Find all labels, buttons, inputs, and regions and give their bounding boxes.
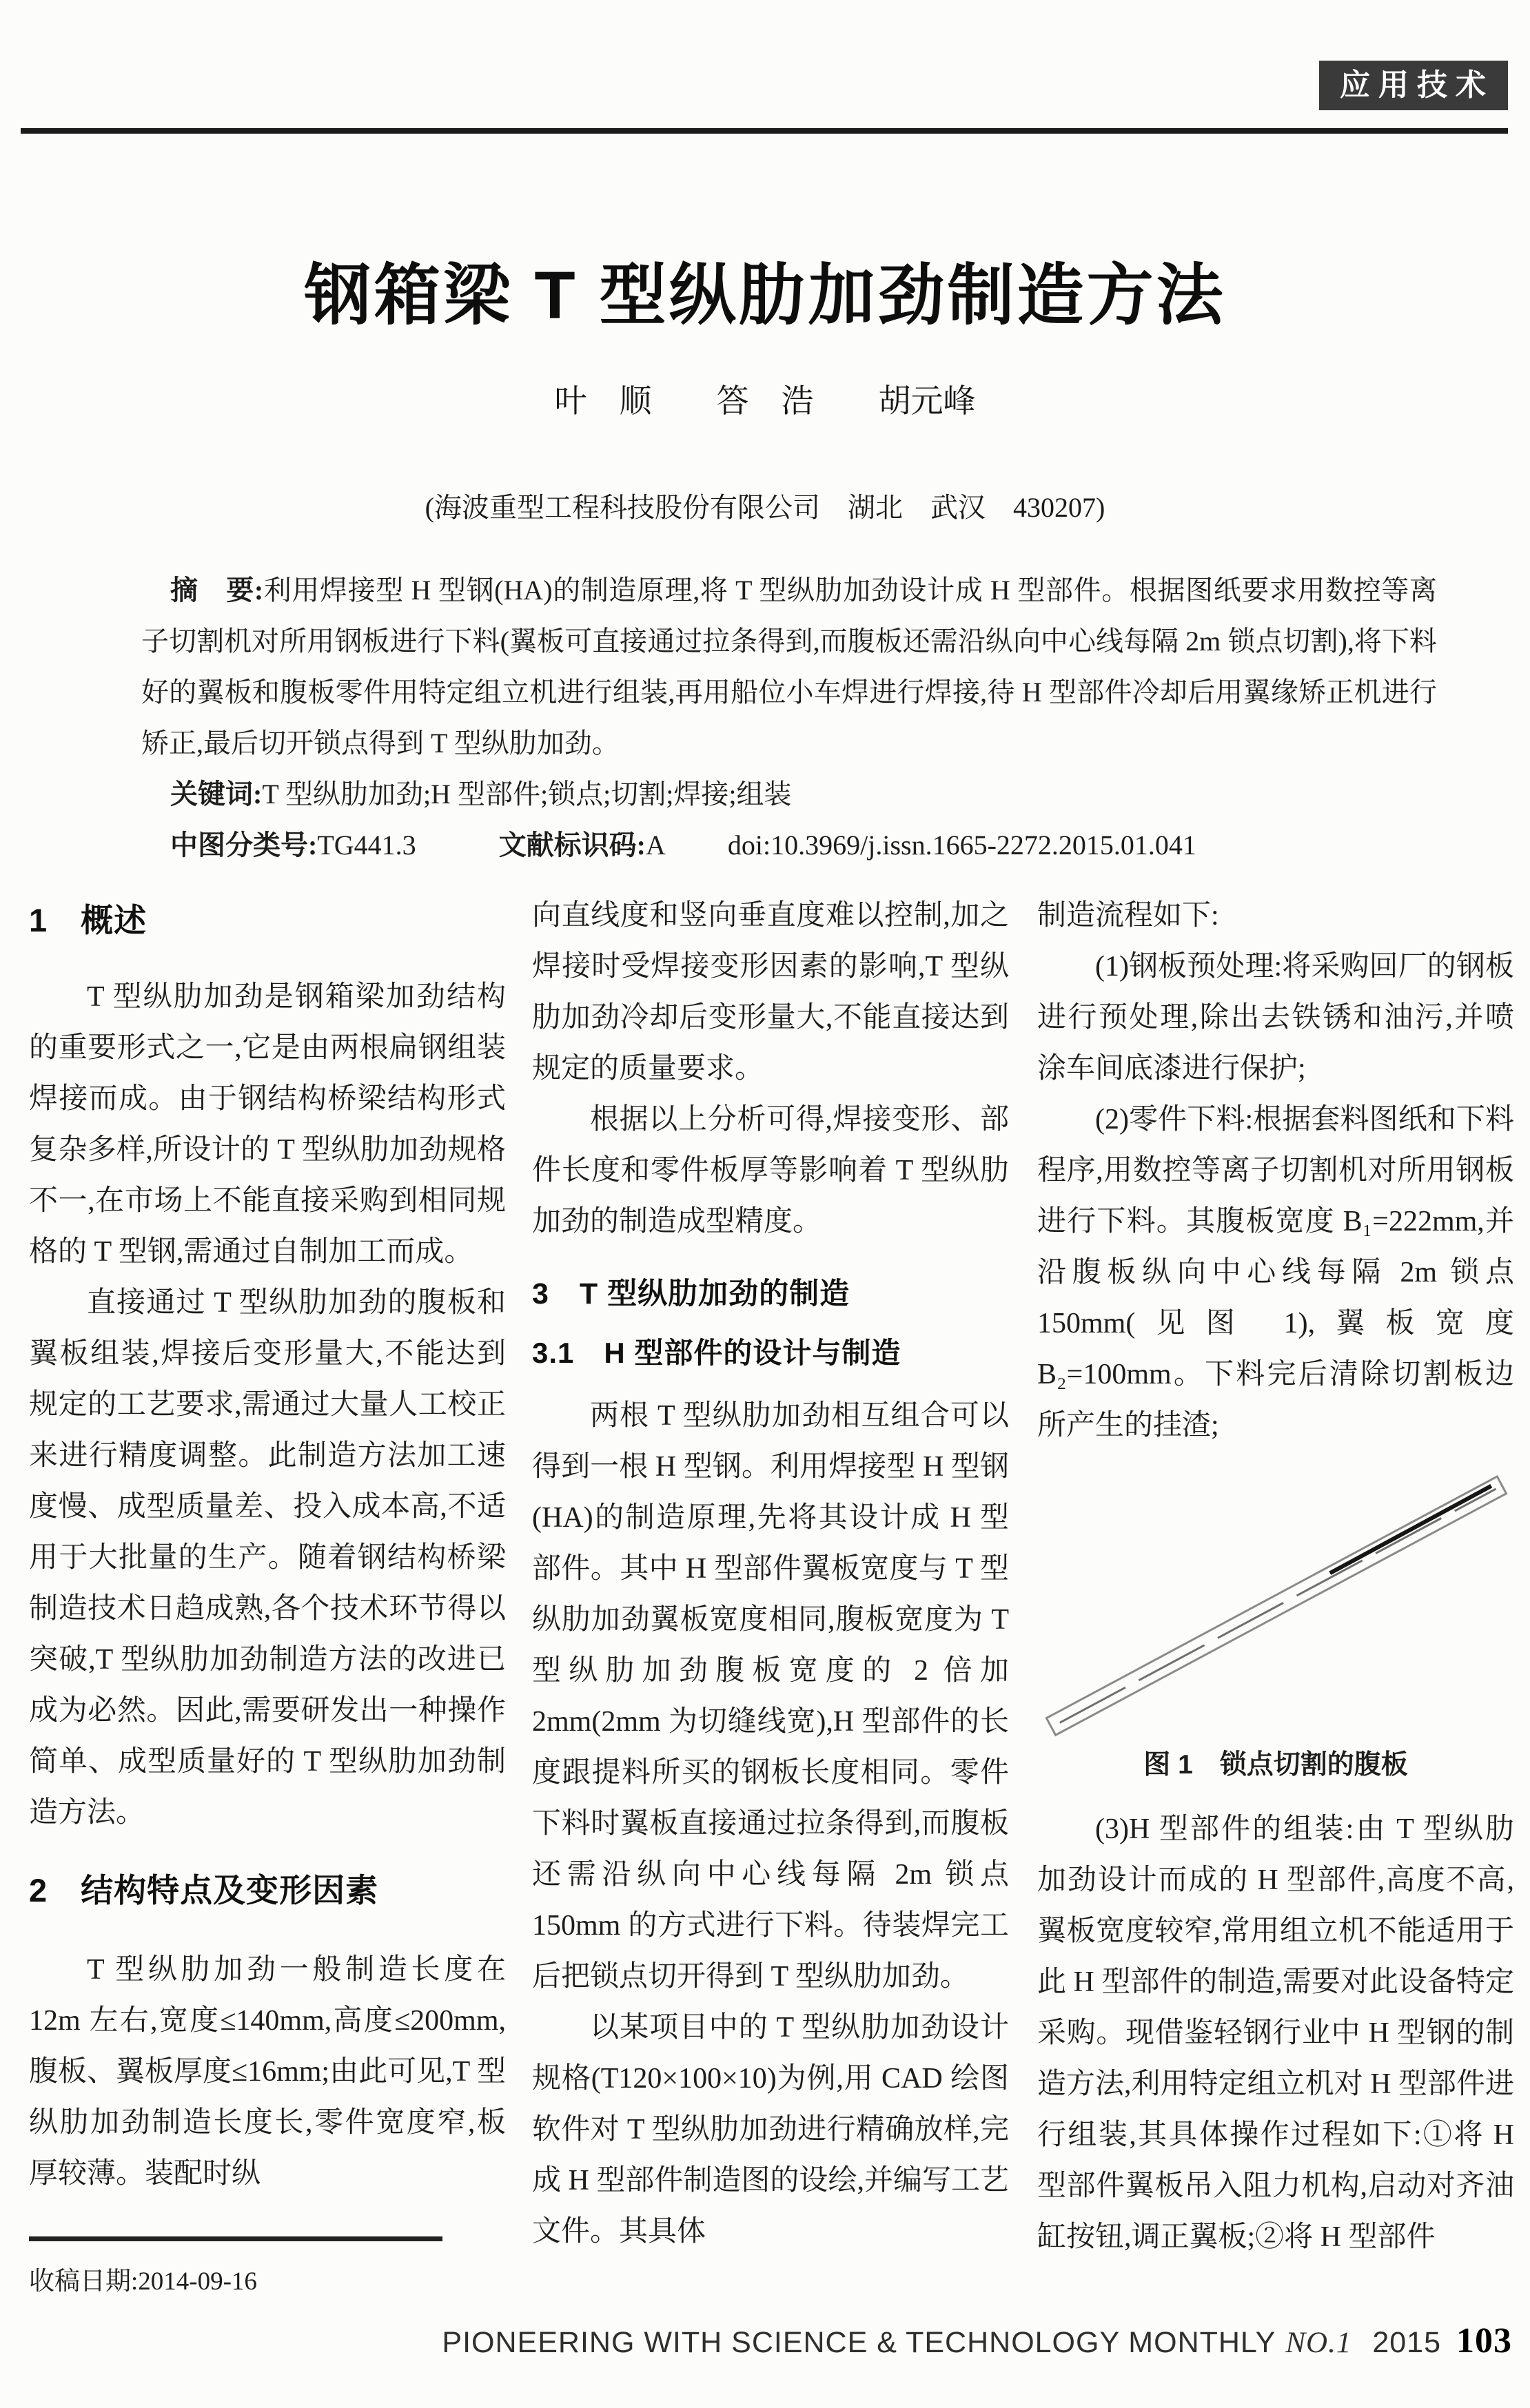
- section-3-heading: 3 T 型纵肋加劲的制造: [532, 1277, 850, 1310]
- page-number: 103: [1456, 2321, 1512, 2360]
- column-1: [29, 890, 506, 2199]
- paragraph: T 型纵肋加劲是钢箱梁加劲结构的重要形式之一,它是由两根扁钢组装焊接而成。由于钢结构桥梁结构形式复杂多样,所设计的 T 型纵肋加劲规格不一,在市场上不能直接采购到相同规格的 T 型钢,需通过自制加工而成。: [29, 981, 506, 1268]
- authors-line: 叶 顺 答 浩 胡元峰: [554, 384, 976, 420]
- journal-issue: NO.1: [1285, 2327, 1352, 2359]
- received-date: 2014-09-16: [138, 2267, 257, 2296]
- section-1-heading: 1 概述: [29, 902, 147, 938]
- journal-name: PIONEERING WITH SCIENCE & TECHNOLOGY MONTHLY: [442, 2326, 1276, 2359]
- journal-footer: [442, 2320, 1512, 2361]
- paragraph: T 型纵肋加劲一般制造长度在 12m 左右,宽度≤140mm,高度≤200mm,腹板、翼板厚度≤16mm;由此可见,T 型纵肋加劲制造长度长,零件宽度窄,板厚较薄。装配时纵: [29, 1954, 506, 2190]
- paragraph: (2)零件下料:根据套料图纸和下料程序,用数控等离子切割机对所用钢板进行下料。其腹板宽度 B₁=222mm,并沿腹板纵向中心线每隔 2m 锁点 150mm(见图 1),翼板宽度 B₂=100mm。下料完后清除切割板边所产生的挂渣;: [1037, 1104, 1514, 1441]
- doc-code-label: 文献标识码:: [498, 830, 646, 861]
- web-plate-strip-illustration: [1037, 1465, 1514, 1740]
- page-title: 钢箱梁 T 型纵肋加劲制造方法: [304, 258, 1226, 333]
- category-badge: 应用技术: [1319, 61, 1508, 110]
- keywords-line: [141, 769, 1437, 820]
- footnote-divider: [29, 2236, 442, 2241]
- abstract-block: [141, 565, 1437, 871]
- clc-label: 中图分类号:: [170, 830, 318, 861]
- received-date-note: [29, 2260, 257, 2297]
- paragraph-continued: 制造流程如下:: [1037, 900, 1219, 932]
- paragraph-continued: 向直线度和竖向垂直度难以控制,加之焊接时受焊接变形因素的影响,T 型纵肋加劲冷却后变形量大,不能直接达到规定的质量要求。: [532, 900, 1009, 1084]
- section-3-1-heading: 3.1 H 型部件的设计与制造: [532, 1337, 901, 1369]
- received-label: 收稿日期:: [29, 2267, 139, 2296]
- paragraph: 两根 T 型纵肋加劲相互组合可以得到一根 H 型钢。利用焊接型 H 型钢(HA)的制造原理,先将其设计成 H 型部件。其中 H 型部件翼板宽度与 T 型纵肋加劲翼板宽度相同,腹板宽度为 T 型纵肋加劲腹板宽度的 2 倍加 2mm(2mm 为切缝线宽),H 型部件的长度跟提料所买的钢板长度相同。零件下料时翼板直接通过拉条得到,而腹板还需沿纵向中心线每隔 2m 锁点 150mm 的方式进行下料。待装焊完工后把锁点切开得到 T 型纵肋加劲。: [532, 1400, 1009, 1993]
- paragraph: 根据以上分析可得,焊接变形、部件长度和零件板厚等影响着 T 型纵肋加劲的制造成型精度。: [532, 1104, 1009, 1237]
- abstract-text: 利用焊接型 H 型钢(HA)的制造原理,将 T 型纵肋加劲设计成 H 型部件。根据图纸要求用数控等离子切割机对所用钢板进行下料(翼板可直接通过拉条得到,而腹板还需沿纵向中心线每隔 2m 锁点切割),将下料好的翼板和腹板零件用特定组立机进行组装,再用船位小车焊进行焊接,待 H 型部件冷却后用翼缘矫正机进行矫正,最后切开锁点得到 T 型纵肋加劲。: [141, 575, 1437, 759]
- paragraph: (3)H 型部件的组装:由 T 型纵肋加劲设计而成的 H 型部件,高度不高,翼板宽度较窄,常用组立机不能适用于此 H 型部件的制造,需要对此设备特定采购。现借鉴轻钢行业中 H 型钢的制造方法,利用特定组立机对 H 型部件进行组装,其具体操作过程如下:①将 H 型部件翼板吊入阻力机构,启动对齐油缸按钮,调正翼板;②将 H 型部件: [1037, 1813, 1514, 2253]
- figure1-caption: 图 1 锁点切割的腹板: [1143, 1750, 1408, 1780]
- abstract-paragraph: [141, 565, 1437, 769]
- figure1-web-plate-drawing: [1037, 1465, 1514, 1740]
- section-2-heading: 2 结构特点及变形因素: [29, 1872, 379, 1908]
- column-2: [532, 890, 1009, 2257]
- journal-year: 2015: [1372, 2326, 1441, 2359]
- keywords-label: 关键词:: [170, 779, 263, 810]
- paragraph: 直接通过 T 型纵肋加劲的腹板和翼板组装,焊接后变形量大,不能达到规定的工艺要求,需通过大量人工校正来进行精度调整。此制造方法加工速度慢、成型质量差、投入成本高,不适用于大批量的生产。随着钢结构桥梁制造技术日趋成熟,各个技术环节得以突破,T 型纵肋加劲制造方法的改进已成为必然。因此,需要研发出一种操作简单、成型质量好的 T 型纵肋加劲制造方法。: [29, 1287, 506, 1829]
- paragraph: (1)钢板预处理:将采购回厂的钢板进行预处理,除出去铁锈和油污,并喷涂车间底漆进行保护;: [1037, 951, 1514, 1084]
- keywords-text: T 型纵肋加劲;H 型部件;锁点;切割;焊接;组装: [262, 779, 792, 810]
- column-3: [1037, 890, 1514, 2263]
- doc-code-value: A: [645, 830, 666, 861]
- doi-text: doi:10.3969/j.issn.1665-2272.2015.01.041: [727, 830, 1196, 861]
- classification-line: [141, 820, 1437, 871]
- paragraph: 以某项目中的 T 型纵肋加劲设计规格(T120×100×10)为例,用 CAD 绘图软件对 T 型纵肋加劲进行精确放样,完成 H 型部件制造图的设绘,并编写工艺文件。其具体: [532, 2012, 1009, 2247]
- header-divider: [21, 128, 1508, 134]
- abstract-label: 摘 要:: [170, 575, 264, 606]
- clc-value: TG441.3: [317, 830, 416, 861]
- affiliation-line: (海波重型工程科技股份有限公司 湖北 武汉 430207): [425, 492, 1105, 523]
